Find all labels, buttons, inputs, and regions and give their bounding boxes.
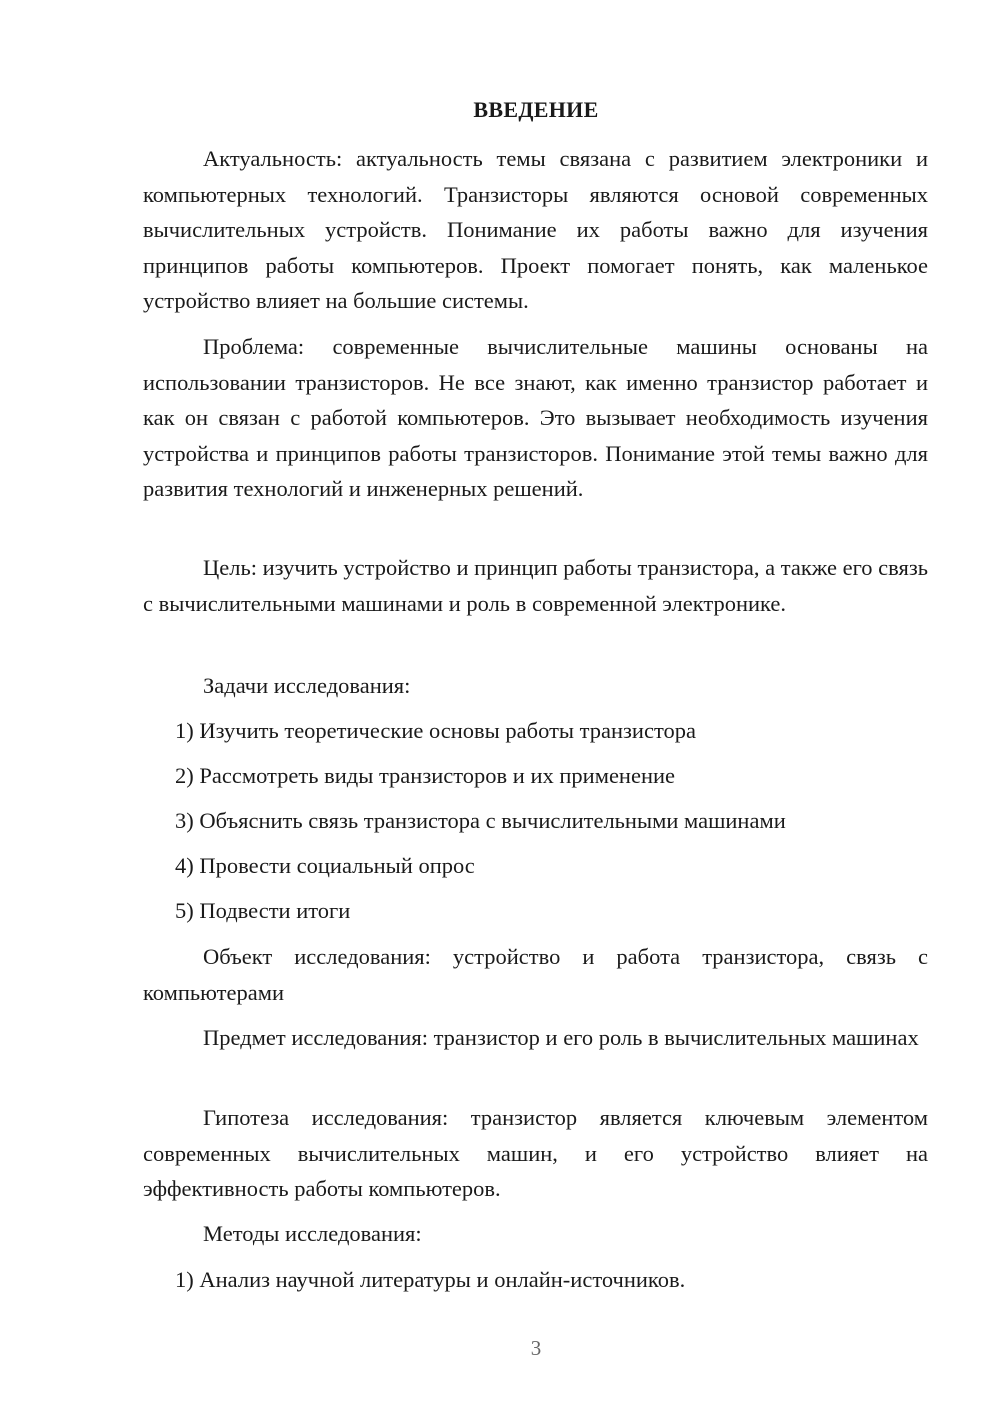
problem-paragraph: Проблема: современные вычислительные машины основаны на использовании транзисторов. Не все знают, как именно транзистор работает и как он связан с работой компьютеров. Это вызывает необходимость изучения устройства и принципов работы транзисторов. Понимание этой темы важно для развития технологий и инженерных решений.: [143, 334, 928, 501]
tasks-title: Задачи исследования:: [203, 673, 411, 698]
method-item-1: 1) Анализ научной литературы и онлайн-источников.: [175, 1267, 686, 1292]
task-item-1: 1) Изучить теоретические основы работы транзистора: [175, 718, 696, 743]
hypothesis-paragraph: Гипотеза исследования: транзистор является ключевым элементом современных вычислительных машин, и его устройство влияет на эффективность работы компьютеров.: [143, 1105, 928, 1201]
page-number: 3: [530, 1336, 542, 1360]
goal-paragraph: Цель: изучить устройство и принцип работы транзистора, а также его связь с вычислительными машинами и роль в современной электронике.: [143, 555, 928, 616]
task-item-2: 2) Рассмотреть виды транзисторов и их применение: [175, 763, 676, 788]
task-item-5: 5) Подвести итоги: [175, 898, 351, 923]
task-item-4: 4) Провести социальный опрос: [175, 853, 475, 878]
object-paragraph: Объект исследования: устройство и работа транзистора, связь с компьютерами: [143, 944, 928, 1005]
subject-paragraph: Предмет исследования: транзистор и его роль в вычислительных машинах: [203, 1025, 919, 1050]
methods-title: Методы исследования:: [203, 1221, 422, 1246]
section-heading: ВВЕДЕНИЕ: [473, 97, 599, 122]
relevance-paragraph: Актуальность: актуальность темы связана с развитием электроники и компьютерных технологий. Транзисторы являются основой современных вычислительных устройств. Понимание их работы важно для изучения принципов работы компьютеров. Проект помогает понять, как маленькое устройство влияет на большие системы.: [143, 146, 928, 313]
task-item-3: 3) Объяснить связь транзистора с вычислительными машинами: [175, 808, 786, 833]
